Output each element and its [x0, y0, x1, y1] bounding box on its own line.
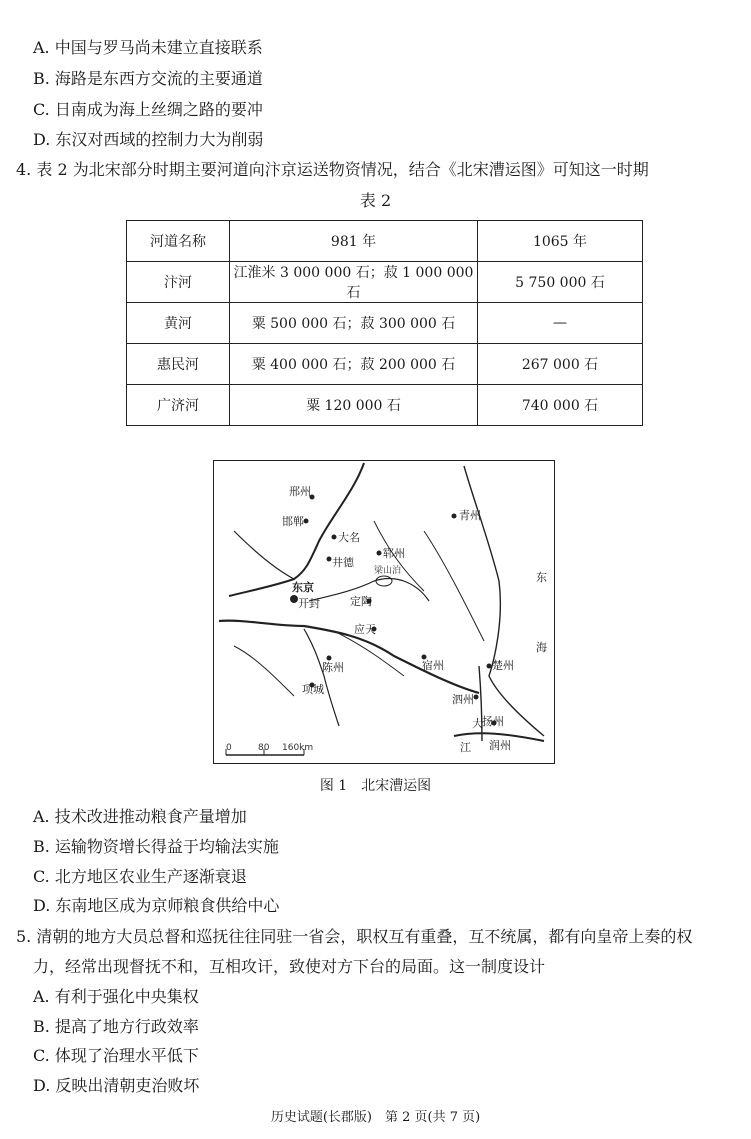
- q5-stem-line2: 力，经常出现督抚不和，互相攻讦，致使对方下台的局面。这一制度设计: [33, 957, 546, 976]
- map-caption: 图 1 北宋漕运图: [319, 778, 432, 794]
- map-label: 江: [460, 741, 471, 754]
- table-header-row: [127, 221, 643, 262]
- table-cell: 广济河: [127, 385, 230, 426]
- q5-option-d: D. 反映出清朝吏治败坏: [33, 1076, 200, 1095]
- scale-label: 160km: [282, 743, 314, 753]
- q3-option-a: A. 中国与罗马尚未建立直接联系: [33, 38, 263, 57]
- transport-table: [126, 220, 643, 426]
- canal-map: [213, 460, 555, 764]
- table-row: [127, 344, 643, 385]
- scale-label: 0: [226, 743, 232, 753]
- table-cell: —: [478, 303, 643, 344]
- map-label: 郓州: [383, 547, 405, 560]
- q3-option-d: D. 东汉对西域的控制力大为削弱: [33, 130, 264, 149]
- map-label: 邢州: [289, 485, 311, 498]
- map-label: 青州: [459, 509, 481, 522]
- table-row: [127, 303, 643, 344]
- table-cell: 汴河: [127, 262, 230, 303]
- map-label: 定陶: [350, 595, 372, 608]
- table-cell: 267 000 石: [478, 344, 643, 385]
- map-label: 应天: [354, 623, 376, 636]
- table-cell: 江淮米 3 000 000 石；菽 1 000 000 石: [230, 262, 478, 303]
- q5-option-b: B. 提高了地方行政效率: [33, 1017, 199, 1036]
- table-cell: 5 750 000 石: [478, 262, 643, 303]
- table-header: 河道名称: [127, 221, 230, 262]
- map-label: 开封: [298, 597, 320, 610]
- scale-label: 80: [258, 743, 270, 753]
- map-label: 梁山泊: [374, 566, 402, 576]
- page-footer: 历史试题(长郡版) 第 2 页(共 7 页): [270, 1110, 481, 1125]
- q5-option-a: A. 有利于强化中央集权: [33, 987, 199, 1006]
- map-label: 楚州: [492, 659, 514, 672]
- q4-option-b: B. 运输物资增长得益于均输法实施: [33, 837, 279, 856]
- table-cell: 粟 400 000 石；菽 200 000 石: [230, 344, 478, 385]
- map-label: 东: [536, 571, 547, 584]
- table-cell: 740 000 石: [478, 385, 643, 426]
- map-label: 井德: [332, 556, 354, 569]
- canal-map-svg: [214, 461, 554, 763]
- table-row: [127, 262, 643, 303]
- q5-stem-line1: 5. 清朝的地方大员总督和巡抚往往同驻一省会，职权互有重叠，互不统属，都有向皇帝上奏的权: [16, 927, 693, 946]
- map-label: 大名: [338, 531, 360, 544]
- table-cell: 粟 500 000 石；菽 300 000 石: [230, 303, 478, 344]
- table-header: 981 年: [230, 221, 478, 262]
- q5-option-c: C. 体现了治理水平低下: [33, 1046, 199, 1065]
- table-title: 表 2: [359, 191, 392, 210]
- map-label: 东京: [292, 581, 314, 594]
- map-label: 润州: [489, 739, 511, 752]
- table-cell: 黄河: [127, 303, 230, 344]
- q4-option-c: C. 北方地区农业生产逐渐衰退: [33, 867, 247, 886]
- map-label: 大: [472, 717, 483, 730]
- q4-stem: 4. 表 2 为北宋部分时期主要河道向汴京运送物资情况，结合《北宋漕运图》可知这一时期: [16, 160, 649, 179]
- table-cell: 惠民河: [127, 344, 230, 385]
- q3-option-c: C. 日南成为海上丝绸之路的要冲: [33, 100, 263, 119]
- table-cell: 粟 120 000 石: [230, 385, 478, 426]
- map-label: 扬州: [482, 715, 504, 728]
- q3-option-b: B. 海路是东西方交流的主要通道: [33, 69, 263, 88]
- table-header: 1065 年: [478, 221, 643, 262]
- map-label: 海: [536, 641, 547, 654]
- map-label: 宿州: [422, 659, 444, 672]
- table-row: [127, 385, 643, 426]
- map-label: 陈州: [322, 661, 344, 674]
- q4-option-a: A. 技术改进推动粮食产量增加: [33, 807, 247, 826]
- map-label: 项城: [302, 683, 324, 696]
- map-label: 泗州: [452, 693, 474, 706]
- q4-option-d: D. 东南地区成为京师粮食供给中心: [33, 896, 280, 915]
- map-label: 邯郸: [282, 515, 304, 528]
